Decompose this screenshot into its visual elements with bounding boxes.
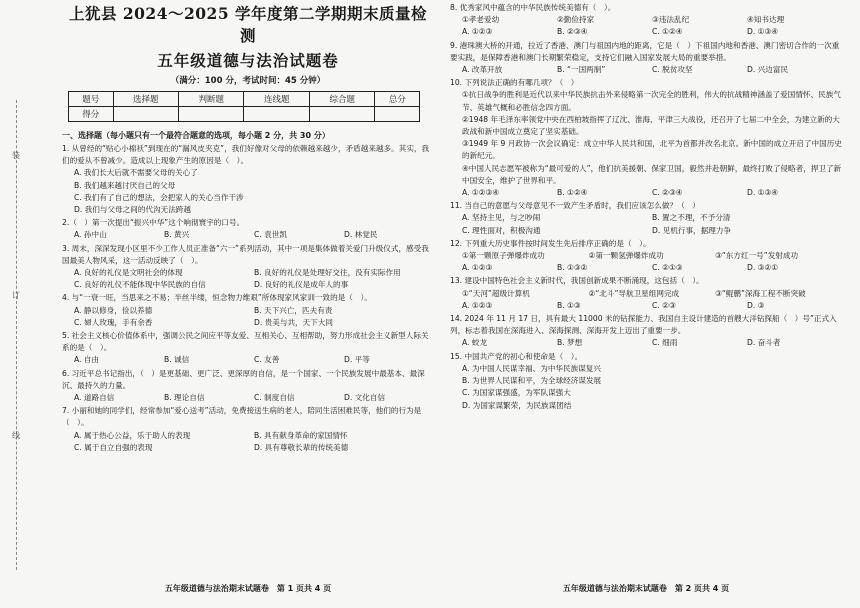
answer-option[interactable]: A. 改革开放: [462, 65, 503, 75]
answer-option[interactable]: D. ③: [747, 300, 765, 310]
question-stem: 1. 从曾经的“贴心小棉袄”到现在的“漏风皮夹克”，我们好像对父母的依赖越来越少，矛盾越来越多。其实，我们的爱从不曾减少。造成以上现象产生的原因是（ ）。: [62, 144, 430, 166]
answer-option[interactable]: D. ①③④: [747, 27, 779, 37]
score-cell[interactable]: [309, 107, 374, 122]
question-stem: 7. 小丽和她的同学们，经常参加“爱心送考”活动，免费接送生病的老人，陪同生活困难民等，他们的行为是（ ）。: [62, 406, 422, 428]
question-options: [450, 363, 842, 412]
answer-option[interactable]: B. “一国两制”: [557, 65, 606, 75]
answer-option[interactable]: C. 理性面对，积极沟通: [462, 225, 541, 235]
binding-line: [16, 100, 27, 570]
answer-option[interactable]: A. 坚持主见，与之吵闹: [462, 213, 541, 223]
answer-option[interactable]: ①抗日战争的胜利是近代以来中华民族抗击外来侵略第一次完全的胜利，伟大的抗战精神涵盖了爱国情怀、民族气节、英雄气概和必胜信念四方面。: [462, 90, 841, 112]
question-stem: 3. 周末，深深发现小区里不少工作人员正准备“六一”系列活动，其中一项是集体做着关爱门升级仪式，感受我国最美人物风采，这一活动反映了（ ）。: [62, 243, 429, 265]
answer-option[interactable]: B. 我们越来越讨厌自己的父母: [74, 180, 176, 190]
question-options: [450, 288, 842, 300]
answer-option[interactable]: C. 细雨: [652, 338, 678, 348]
answer-option[interactable]: A. 自由: [74, 355, 100, 365]
answer-option[interactable]: C. 属于自立自强的表现: [74, 442, 153, 452]
question-stem: 10. 下列说法正确的有哪几项？（ ）: [450, 78, 579, 88]
answer-option[interactable]: D. 贵美与共，天下大同: [254, 317, 334, 327]
answer-option[interactable]: ④知书达理: [747, 15, 785, 25]
answer-option[interactable]: B. 梦想: [557, 338, 583, 348]
score-row-label: 得分: [69, 107, 114, 122]
answer-option[interactable]: ②第一颗氢弹爆炸成功: [588, 251, 664, 261]
question-options: [450, 250, 842, 262]
question-stem: 4. 与“一衰一旺，当思来之不易；半丝半缕，恒念物力维艰”所体现家风家训一致的是（ ）。: [62, 293, 372, 303]
score-cell[interactable]: [375, 107, 420, 122]
answer-option[interactable]: ①“天河”超级计算机: [462, 288, 530, 298]
answer-option[interactable]: C. 婦人玫瑰，手有余香: [74, 317, 153, 327]
page-footer: 五年级道德与法治期末试题卷 第 2 页共 4 页: [562, 584, 730, 593]
answer-option[interactable]: ②勤俭持家: [557, 15, 595, 25]
answer-option[interactable]: ③“鲲鹏”深海工程不断突破: [715, 288, 806, 298]
score-table: [68, 91, 420, 122]
answer-option[interactable]: C. 我们有了自己的想法，会把家人的关心当作干涉: [74, 192, 244, 202]
answer-option[interactable]: B. 理论自信: [164, 393, 205, 403]
answer-option[interactable]: C. 制度自信: [254, 393, 295, 403]
question-stem: 5. 社会主义核心价值体系中，强调公民之间应平等友爱、互相关心、互相帮助，努力形成社会主义新型人际关系的是（ ）。: [62, 331, 429, 353]
answer-option[interactable]: D. 文化自信: [344, 393, 386, 403]
answer-option[interactable]: B. 天下兴亡，匹夫有责: [254, 305, 333, 315]
score-header-cell: 连线题: [244, 92, 309, 107]
exam-subtitle: 五年级道德与法治试题卷: [157, 51, 339, 70]
answer-option[interactable]: ①第一颗原子弹爆炸成功: [462, 251, 545, 261]
answer-option[interactable]: C. ②③④: [652, 188, 683, 198]
question-stem: 12. 下列重大历史事件按时间发生先后排序正确的是（ ）。: [450, 238, 651, 248]
answer-option[interactable]: ③“东方红一号”发射成功: [715, 251, 799, 261]
question-options: [450, 64, 842, 76]
question-stem: 2.（ ）第一次提出“振兴中华”这个响彻寰宇的口号。: [62, 218, 245, 228]
page-2: [450, 0, 842, 608]
answer-option[interactable]: A. 蛟龙: [462, 338, 488, 348]
question-options: [62, 267, 434, 291]
question-stem: 13. 建设中国特色社会主义新时代，我国创新成果不断涌现，这包括（ ）。: [450, 276, 704, 286]
question-options: [450, 300, 842, 312]
question-options: [450, 337, 842, 349]
answer-option[interactable]: ③违法乱纪: [652, 15, 690, 25]
answer-option[interactable]: D. 我们与父母之间的代沟无法跨越: [74, 205, 191, 215]
score-header-row: [69, 92, 420, 107]
question-options: [450, 212, 842, 236]
answer-option[interactable]: A. 为中国人民谋幸福、为中华民族谋复兴: [462, 363, 601, 373]
answer-option[interactable]: D. 具有尊敬长辈的传统美德: [254, 442, 349, 452]
question-options: [450, 14, 842, 26]
answer-option[interactable]: A. ①②③④: [462, 188, 500, 198]
question-list-left: [62, 143, 434, 454]
answer-option[interactable]: B. 为世界人民谋和平，为全球经济谋发展: [462, 376, 602, 386]
question-stem: 11. 当自己的意愿与父母意见不一致产生矛盾时，我们应该怎么做？（ ）: [450, 201, 700, 211]
answer-option[interactable]: ②1948 年毛泽东率领党中央在西柏坡指挥了辽沈、淮海、平津三大战役，还召开了七届二中全会，为建立新的大政战和新中国成立奠定了坚实基础。: [462, 114, 840, 137]
answer-option[interactable]: C. ②③: [652, 300, 676, 310]
answer-option[interactable]: B. ①③: [557, 300, 581, 310]
page-1: [62, 0, 434, 608]
question-options: [62, 305, 434, 329]
answer-option[interactable]: A. 道路自信: [74, 393, 115, 403]
answer-option[interactable]: ③1949 年 9 月政协一次会议确定：成立中华人民共和国，北平为首都并改名北京。新中国的成立开启了中国历史的新纪元。: [462, 139, 842, 161]
question-stem: 9. 港珠澳大桥的开通，拉近了香港、澳门与祖国内地的距离，它是（ ）下祖国内地和香港、澳门密切合作的一次重要实践，是保障香港和澳门长期繁荣稳定，支持它们融入国家发展大局的重要举措。: [450, 40, 840, 62]
question-stem: 14. 2024 年 11 月 17 日，具有最大 11000 米的钻探能力、我国自主设计建造的首艘大洋钻探船（ ）号”正式入列，标志着我国在深海进入、深海探测、深海开发上迈出了重要一步。: [450, 314, 837, 336]
question-options: [450, 262, 842, 274]
section-heading: 一、选择题（每小题只有一个最符合题意的选项，每小题 2 分，共 30 分）: [62, 131, 330, 140]
question-options: [62, 229, 434, 241]
score-header-cell: 总分: [375, 92, 420, 107]
question-stem: 15. 中国共产党的初心和使命是（ ）。: [450, 351, 583, 361]
answer-option[interactable]: A. ①②③: [462, 300, 493, 310]
question-options: [62, 167, 434, 216]
question-options: [62, 354, 434, 366]
exam-meta: （满分：100 分，考试时间：45 分钟）: [170, 76, 326, 86]
answer-option[interactable]: D. 良好的礼仪是成年人的事: [254, 280, 349, 290]
score-header-cell: 判断题: [178, 92, 243, 107]
answer-option[interactable]: B. ①②④: [557, 188, 588, 198]
binding-mark: 线: [12, 431, 20, 440]
answer-option[interactable]: A. 静以修身，俭以养德: [74, 305, 153, 315]
answer-option[interactable]: C. 为国家谋强盛，为军队谋强大: [462, 388, 571, 398]
answer-option[interactable]: A. 孙中山: [74, 230, 107, 240]
answer-option[interactable]: B. 诚信: [164, 355, 190, 365]
answer-option[interactable]: D. 见机行事，据理力争: [652, 225, 732, 235]
binding-mark: 订: [12, 291, 20, 300]
question-options: [62, 392, 434, 404]
question-stem: 6. 习近平总书记指出，（ ）是更基础、更广泛、更深厚的自信，是一个国家、一个民族发展中最基本、最深沉、最持久的力量。: [62, 368, 425, 390]
answer-option[interactable]: C. 良好的礼仪不能体现中华民族的自信: [74, 280, 206, 290]
answer-option[interactable]: B. 具有献身革命的家国情怀: [254, 430, 348, 440]
answer-option[interactable]: D. ③②①: [747, 263, 779, 273]
answer-option[interactable]: D. ①③④: [747, 188, 779, 198]
question-options: [450, 26, 842, 38]
question-options: [450, 187, 842, 199]
answer-option[interactable]: C. ②①③: [652, 263, 683, 273]
question-list-right: [450, 2, 842, 412]
question-options: [62, 430, 434, 454]
answer-option[interactable]: B. ①③②: [557, 263, 588, 273]
answer-option[interactable]: A. ①②③: [462, 27, 493, 37]
answer-option[interactable]: D. 奋斗者: [747, 338, 781, 348]
answer-option[interactable]: B. ②③④: [557, 27, 588, 37]
page-footer: 五年级道德与法治期末试题卷 第 1 页共 4 页: [164, 584, 332, 593]
question-stem: 8. 优秀家风中蕴含的中华民族传统美德有（ ）。: [450, 3, 616, 12]
score-value-row: [69, 107, 420, 122]
answer-option[interactable]: B. 黄兴: [164, 230, 190, 240]
answer-option[interactable]: D. 平等: [344, 355, 370, 365]
answer-option[interactable]: A. 良好的礼仪是文明社会的体现: [74, 268, 183, 278]
answer-option[interactable]: A. 属于热心公益，乐于助人的表现: [74, 430, 191, 440]
score-header-cell: 选择题: [113, 92, 178, 107]
answer-option[interactable]: C. 友善: [254, 355, 280, 365]
score-cell[interactable]: [244, 107, 309, 122]
score-cell[interactable]: [113, 107, 178, 122]
answer-option[interactable]: A. ①②③: [462, 263, 493, 273]
answer-option[interactable]: ②“北斗”导航卫星组网完成: [588, 288, 680, 298]
answer-option[interactable]: B. 置之不理，不予分清: [652, 213, 731, 223]
answer-option[interactable]: B. 良好的礼仪是处理好交往，没有实际作用: [254, 268, 401, 278]
score-cell[interactable]: [178, 107, 243, 122]
question-options: [450, 89, 842, 187]
score-header-cell: 题号: [69, 92, 114, 107]
score-header-cell: 综合题: [309, 92, 374, 107]
answer-option[interactable]: D. 为国家谋繁荣，为民族谋团结: [462, 400, 572, 410]
answer-option[interactable]: C. 袁世凯: [254, 230, 287, 240]
answer-option[interactable]: C. 脱贫攻坚: [652, 65, 693, 75]
binding-mark: 装: [12, 151, 20, 160]
answer-option[interactable]: D. 林觉民: [344, 230, 378, 240]
answer-option[interactable]: ①孝老爱幼: [462, 15, 500, 25]
exam-title: 上犹县 2024～2025 学年度第二学期期末质量检测: [68, 4, 428, 45]
answer-option[interactable]: A. 我们长大后就不需要父母的关心了: [74, 168, 198, 178]
answer-option[interactable]: D. 兴边富民: [747, 65, 789, 75]
answer-option[interactable]: ④中国人民志愿军被称为“最可爱的人”，他们抗美援朝、保家卫国，毅然并赴朝鲜，最终打败了侵略者，捍卫了新中国安全，维护了世界和平。: [462, 163, 842, 185]
answer-option[interactable]: C. ①②④: [652, 27, 683, 37]
